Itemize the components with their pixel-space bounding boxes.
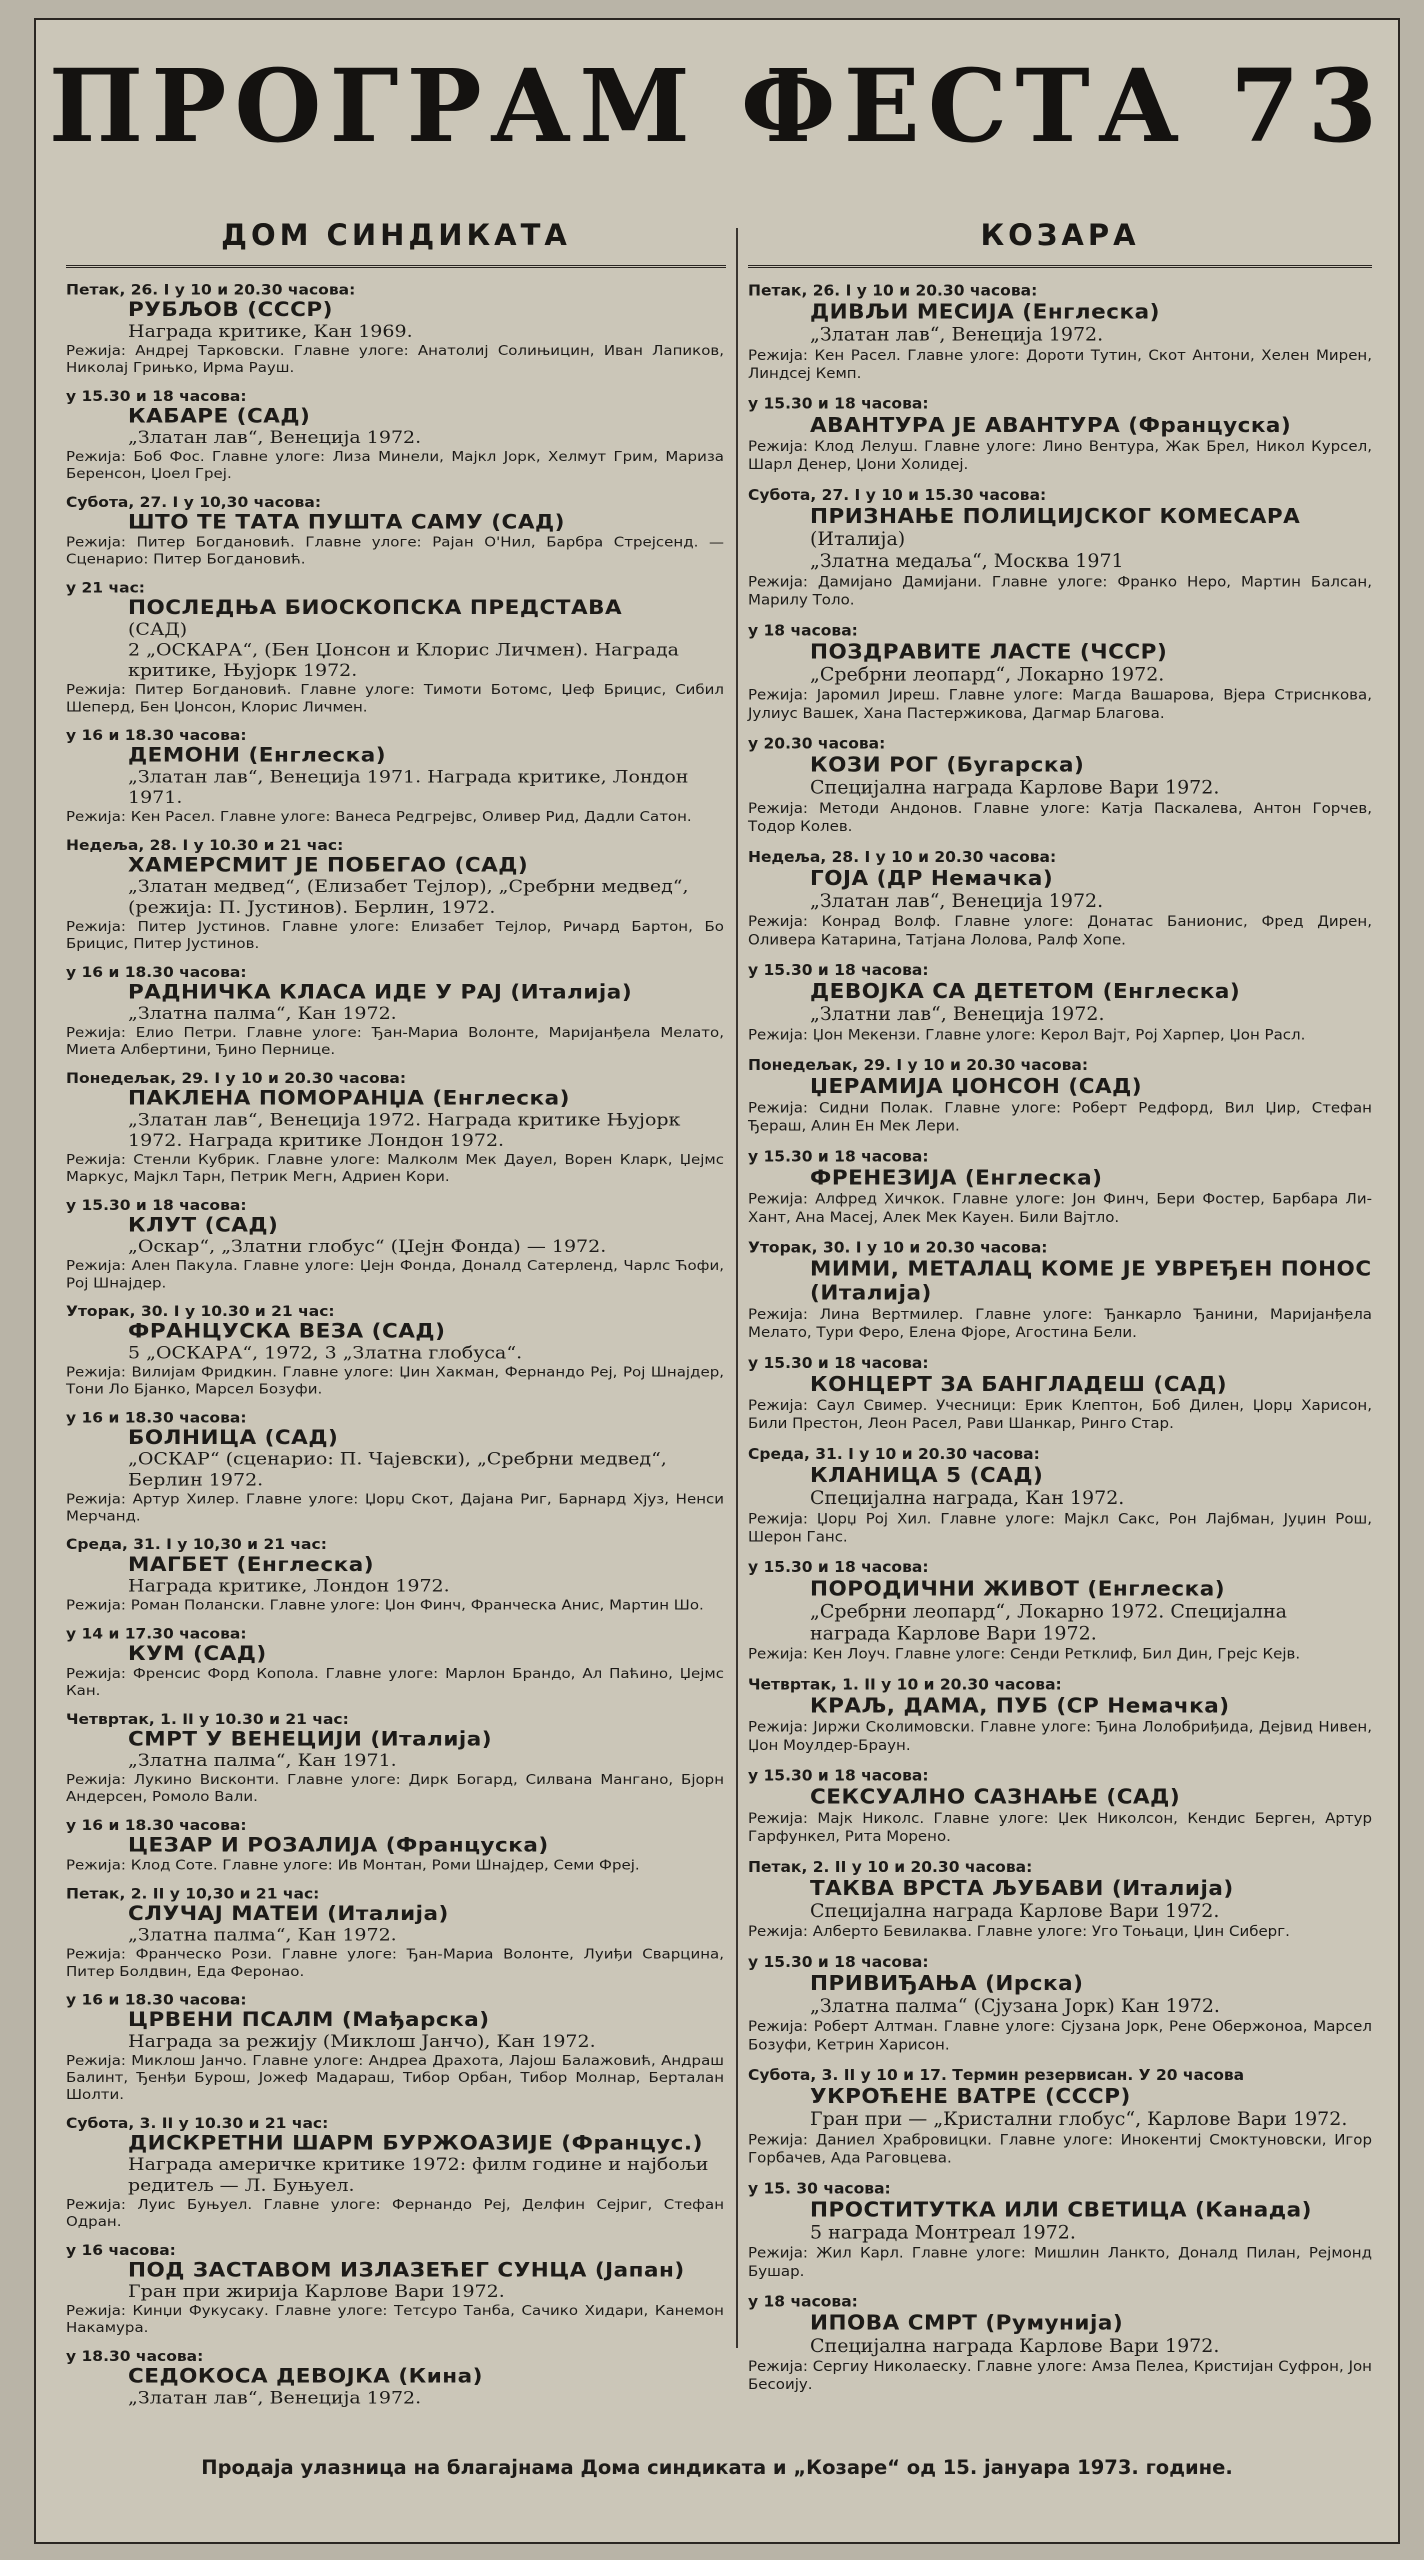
film-title: КАБАРЕ (САД) <box>128 405 311 428</box>
screening-time: у 16 и 18.30 часова: <box>66 1992 247 2009</box>
film-title: ФРЕНЕЗИЈА (Енглеска) <box>810 1166 1103 1191</box>
spacer <box>66 2337 724 2349</box>
screening-time: у 20.30 часова: <box>748 735 886 753</box>
film-title: ДИВЉИ МЕСИЈА (Енглеска) <box>810 300 1160 325</box>
film-credits: Режија: Жил Карл. Главне улоге: Мишлин Ланкто, Доналд Пилан, Рејмонд Бушар. <box>748 2244 1372 2280</box>
film-title: ЏЕРАМИЈА ЏОНСОН (САД) <box>810 1074 1143 1099</box>
film-credits: Режија: Клод Лелуш. Главне улоге: Лино Вентура, Жак Брел, Никол Курсел, Шарл Денер, Џони Холидеј. <box>748 437 1372 474</box>
film-credits: Режија: Френсис Форд Копола. Главне улоге: Марлон Брандо, Ал Паћино, Џејмс Кан. <box>66 1665 724 1699</box>
film-credits: Режија: Питер Богдановић. Главне улоге: Рајан О'Нил, Барбра Стрејсенд. — Сценарио: Питер Богдановић. <box>66 534 724 568</box>
film-credits: Режија: Луис Буњуел. Главне улоге: Фернандо Реј, Делфин Сејриг, Стефан Одран. <box>66 2196 724 2230</box>
film-title: ЦРВЕНИ ПСАЛМ (Мађарска) <box>128 2009 490 2032</box>
film-title: КЛАНИЦА 5 (САД) <box>810 1463 1044 1488</box>
film-title: УКРОЋЕНЕ ВАТРЕ (СССР) <box>810 2084 1131 2109</box>
film-credits: Режија: Дамијано Дамијани. Главне улоге: Франко Неро, Мартин Балсан, Марилу Толо. <box>748 572 1372 609</box>
spacer <box>66 1980 724 1992</box>
newspaper-page <box>34 18 1400 2544</box>
film-title: ПАКЛЕНА ПОМОРАНЏА (Енглеска) <box>128 1087 570 1110</box>
film-credits: Режија: Сергиу Николаеску. Главне улоге: Амза Пелеа, Кристијан Суфрон, Јон Бесоију. <box>748 2357 1372 2394</box>
screening-time: у 15.30 и 18 часова: <box>66 1197 247 1214</box>
film-award: „Златна палма“, Кан 1972. <box>128 1925 397 1946</box>
screening-time: у 16 часова: <box>66 2242 176 2259</box>
screening-time: Недеља, 28. I у 10 и 20.30 часова: <box>748 848 1057 866</box>
spacer <box>66 483 724 495</box>
spacer <box>748 1846 1372 1858</box>
spacer <box>66 1874 724 1886</box>
film-credits: Режија: Методи Андонов. Главне улоге: Катја Паскалева, Антон Горчев, Тодор Колев. <box>748 799 1372 835</box>
film-credits: Режија: Кинџи Фукусаку. Главне улоге: Тетсуро Танба, Сачико Хидари, Канемон Накамура. <box>66 2302 724 2336</box>
spacer <box>66 377 724 389</box>
film-award: Специјална награда Карлове Вари 1972. <box>810 1900 1220 1922</box>
film-award: „Сребрни леопард“, Локарно 1972. Специјална награда Карлове Вари 1972. <box>810 1601 1287 1645</box>
page-title: ПРОГРАМ ФЕСТА 73 <box>48 47 1386 165</box>
film-award: „ОСКАР“ (сценарио: П. Чајевски), „Сребрни медвед“, Берлин 1972. <box>128 1449 667 1490</box>
program-column-right <box>748 282 1372 2394</box>
film-award: „Златна палма“ (Сјузана Јорк) Кан 1972. <box>810 1995 1220 2017</box>
film-award: 2 „ОСКАРА“, (Бен Џонсон и Клорис Личмен). Награда критике, Њујорк 1972. <box>128 640 679 681</box>
screening-time: у 14 и 17.30 часова: <box>66 1625 247 1642</box>
film-award: „Златан лав“, Венеција 1972. <box>128 2388 422 2408</box>
film-award: 5 награда Монтреал 1972. <box>810 2222 1076 2244</box>
film-award: Награда критике, Кан 1969. <box>128 321 413 342</box>
film-credits: Режија: Стенли Кубрик. Главне улоге: Малколм Мек Дауел, Ворен Кларк, Џејмс Маркус, Мајкл Тарн, Петрик Мегн, Адриен Кори. <box>66 1151 724 1185</box>
film-credits: Режија: Мајк Николс. Главне улоге: Џек Николсон, Кендис Берген, Артур Гарфункел, Рита Морено. <box>748 1809 1372 1845</box>
screening-time: Среда, 31. I у 10 и 20.30 часова: <box>748 1445 1040 1463</box>
screening-time: Петак, 26. I у 10 и 20.30 часова: <box>66 282 356 299</box>
film-credits: Режија: Роман Полански. Главне улоге: Џон Финч, Франческа Анис, Мартин Шо. <box>66 1596 704 1614</box>
film-title: ПРОСТИТУТКА ИЛИ СВЕТИЦА (Канада) <box>810 2198 1312 2223</box>
film-award: Гран при — „Кристални глобус“, Карлове Вари 1972. <box>810 2108 1348 2130</box>
spacer <box>748 609 1372 621</box>
screening-time: Петак, 2. II у 10 и 20.30 часова: <box>748 1858 1033 1876</box>
film-credits: Режија: Клод Соте. Главне улоге: Ив Монтан, Роми Шнајдер, Семи Фреј. <box>66 1857 640 1874</box>
film-award: „Златан лав“, Венеција 1972. <box>810 890 1104 912</box>
film-title: ТАКВА ВРСТА ЉУБАВИ (Италија) <box>810 1876 1234 1901</box>
film-title: ФРАНЦУСКА ВЕЗА (САД) <box>128 1320 446 1344</box>
film-award: „Златан медвед“, (Елизабет Тејлор), „Сребрни медвед“, (режија: П. Јустинов). Берлин, 1972. <box>128 876 689 918</box>
film-award: „Златна палма“, Кан 1971. <box>128 1750 397 1771</box>
screening-time: у 15.30 и 18 часова: <box>748 1354 929 1372</box>
film-award: „Златна палма“, Кан 1972. <box>128 1003 397 1024</box>
screening-time: у 15. 30 часова: <box>748 2179 891 2198</box>
film-award: Специјална награда, Кан 1972. <box>810 1487 1125 1509</box>
screening-time: Петак, 26. I у 10 и 20.30 часова: <box>748 282 1038 300</box>
screening-time: Субота, 27. I у 10,30 часова: <box>66 494 322 511</box>
screening-time: у 15.30 и 18 часова: <box>748 1558 929 1577</box>
film-credits: Режија: Џон Мекензи. Главне улоге: Керол Вајт, Рој Харпер, Џон Расл. <box>748 1026 1306 1044</box>
spacer <box>66 1700 724 1712</box>
film-credits: Режија: Џорџ Рој Хил. Главне улоге: Мајкл Сакс, Рон Лајбман, Јуџин Рош, Шерон Ганс. <box>748 1509 1372 1546</box>
spacer <box>66 953 724 965</box>
spacer <box>748 474 1372 486</box>
spacer <box>748 949 1372 961</box>
screening-time: у 16 и 18.30 часова: <box>66 727 247 744</box>
film-award: 5 „ОСКАРА“, 1972, 3 „Златна глобуса“. <box>128 1343 523 1363</box>
film-credits: Режија: Вилијам Фридкин. Главне улоге: Џин Хакман, Фернандо Реј, Рој Шнајдер, Тони Ло Бјанко, Марсел Бозуфи. <box>66 1363 724 1398</box>
screening-time: у 16 и 18.30 часова: <box>66 964 247 981</box>
film-title: ХАМЕРСМИТ ЈЕ ПОБЕГАО (САД) <box>128 854 529 877</box>
film-credits: Режија: Боб Фос. Главне улоге: Лиза Минели, Мајкл Јорк, Хелмут Грим, Мариза Беренсон, Џоел Греј. <box>66 448 724 482</box>
film-award: „Златни лав“, Венеција 1972. <box>810 1003 1105 1026</box>
spacer <box>748 1433 1372 1445</box>
film-title: СЛУЧАЈ МАТЕИ (Италија) <box>128 1902 449 1926</box>
spacer <box>748 2281 1372 2293</box>
screening-time: Субота, 3. II у 10 и 17. Термин резервисан. У 20 часова <box>748 2066 1245 2084</box>
spacer <box>66 1059 724 1071</box>
film-award: „Златан лав“, Венеција 1972. Награда критике Њујорк 1972. Награда критике Лондон 1972. <box>128 1110 681 1151</box>
film-credits: Режија: Франческо Рози. Главне улоге: Ђан-Мариа Волонте, Луиђи Сварцина, Питер Болдвин, Еда Феронао. <box>66 1946 724 1980</box>
film-credits: Режија: Јаромил Јиреш. Главне улоге: Магда Вашарова, Вјера Стриснкова, Јулиус Вашек, Хана Пастержикова, Дагмар Благова. <box>748 686 1372 722</box>
film-credits: Режија: Кен Лоуч. Главне улоге: Сенди Ретклиф, Бил Дин, Грејс Кејв. <box>748 1645 1301 1663</box>
spacer <box>748 1135 1372 1147</box>
film-award: Награда за режију (Миклош Јанчо), Кан 1972. <box>128 2031 596 2052</box>
film-credits: Режија: Кен Расел. Главне улоге: Дороти Тутин, Скот Антони, Хелен Мирен, Линдсеј Кемп. <box>748 346 1372 382</box>
film-award: „Оскар“, „Златни глобус“ (Џејн Фонда) — 1972. <box>128 1236 607 1257</box>
film-award: (Италија) <box>810 528 906 550</box>
film-title: ПОЗДРАВИТЕ ЛАСТЕ (ЧССР) <box>810 640 1168 665</box>
film-credits: Режија: Роберт Алтман. Главне улоге: Сјузана Јорк, Рене Обержоноа, Марсел Бозуфи, Кетрин Харисон. <box>748 2017 1372 2054</box>
film-award: Специјална награда Карлове Вари 1972. <box>810 777 1220 799</box>
screening-time: Недеља, 28. I у 10.30 и 21 час: <box>66 837 344 854</box>
screening-time: у 16 и 18.30 часова: <box>66 1409 247 1426</box>
screening-time: у 16 и 18.30 часова: <box>66 1817 247 1834</box>
film-credits: Режија: Питер Јустинов. Главне улоге: Елизабет Тејлор, Ричард Бартон, Бо Брицис, Питер Јустинов. <box>66 918 724 952</box>
screening-time: у 15.30 и 18 часова: <box>748 961 929 979</box>
spacer <box>748 836 1372 848</box>
film-award: „Златна медаља“, Москва 1971 <box>810 550 1124 572</box>
film-credits: Режија: Кен Расел. Главне улоге: Ванеса Редгрејвс, Оливер Рид, Дадли Сатон. <box>66 808 692 825</box>
screening-time: Четвртак, 1. II у 10 и 20.30 часова: <box>748 1675 1062 1694</box>
film-title: РУБЉОВ (СССР) <box>128 299 333 322</box>
film-award: „Златан лав“, Венеција 1972. <box>128 427 422 448</box>
film-credits: Режија: Алберто Бевилаква. Главне улоге: Уго Тоњаци, Џин Сиберг. <box>748 1922 1290 1940</box>
spacer <box>748 1755 1372 1767</box>
spacer <box>66 1614 724 1626</box>
screening-time: Понедељак, 29. I у 10 и 20.30 часова: <box>66 1070 407 1087</box>
spacer <box>66 2231 724 2243</box>
screening-time: у 18 часова: <box>748 621 858 640</box>
film-title: ДЕВОЈКА СА ДЕТЕТОМ (Енглеска) <box>810 979 1241 1004</box>
screening-time: у 18.30 часова: <box>66 2348 204 2365</box>
screening-time: Субота, 27. I у 10 и 15.30 часова: <box>748 486 1047 504</box>
film-title: АВАНТУРА ЈЕ АВАНТУРА (Француска) <box>810 413 1292 438</box>
spacer <box>748 1227 1372 1239</box>
film-title: ПРИЗНАЊЕ ПОЛИЦИЈСКОГ КОМЕСАРА <box>810 504 1301 529</box>
spacer <box>748 2167 1372 2179</box>
screening-time: у 15.30 и 18 часова: <box>748 395 929 413</box>
film-award: Награда америчке критике 1972: филм године и најбољи редитељ — Л. Буњуел. <box>128 2154 709 2196</box>
ticket-sales-note: Продаја улазница на благајнама Дома синдиката и „Козаре“ од 15. јануара 1973. године. <box>201 2456 1233 2479</box>
program-column-left <box>66 282 724 2409</box>
film-title: ПОРОДИЧНИ ЖИВОТ (Енглеска) <box>810 1577 1226 1602</box>
screening-time: Четвртак, 1. II у 10.30 и 21 час: <box>66 1711 349 1728</box>
film-award: Специјална награда Карлове Вари 1972. <box>810 2335 1220 2357</box>
spacer <box>66 2104 724 2116</box>
spacer <box>66 568 724 580</box>
film-credits: Режија: Сидни Полак. Главне улоге: Роберт Редфорд, Вил Џир, Стефан Ђераш, Алин Ен Мек Лери. <box>748 1098 1372 1135</box>
film-title: ПОД ЗАСТАВОМ ИЗЛАЗЕЋЕГ СУНЦА (Јапан) <box>128 2259 685 2282</box>
film-credits: Режија: Лина Вертмилер. Главне улоге: Ђанкарло Ђанини, Маријанђела Мелато, Тури Феро, Елена Фјоре, Агостина Бели. <box>748 1305 1372 1341</box>
screening-time: Уторак, 30. I у 10 и 20.30 часова: <box>748 1239 1048 1257</box>
film-award: „Златан лав“, Венеција 1971. Награда критике, Лондон 1971. <box>128 767 689 808</box>
spacer <box>748 383 1372 395</box>
screening-time: Понедељак, 29. I у 10 и 20.30 часова: <box>748 1056 1089 1074</box>
screening-time: у 15.30 и 18 часова: <box>748 1767 929 1785</box>
column-divider <box>736 228 738 2348</box>
spacer <box>66 826 724 838</box>
film-award: Гран при жирија Карлове Вари 1972. <box>128 2281 505 2302</box>
screening-time: у 15.30 и 18 часова: <box>66 388 247 405</box>
spacer <box>748 1342 1372 1354</box>
spacer <box>66 1398 724 1410</box>
film-title: ДЕМОНИ (Енглеска) <box>128 744 387 768</box>
film-credits: Режија: Ален Пакула. Главне улоге: Џејн Фонда, Доналд Сатерленд, Чарлс Ћофи, Рој Шнајдер. <box>66 1257 724 1291</box>
film-title: КОЗИ РОГ (Бугарска) <box>810 753 1085 778</box>
spacer <box>748 1044 1372 1056</box>
spacer <box>748 1663 1372 1675</box>
film-title: ДИСКРЕТНИ ШАРМ БУРЖОАЗИЈЕ (Францус.) <box>128 2132 703 2155</box>
spacer <box>748 1546 1372 1558</box>
screening-time: Среда, 31. I у 10,30 и 21 час: <box>66 1536 327 1553</box>
screening-time: Уторак, 30. I у 10.30 и 21 час: <box>66 1303 335 1320</box>
film-title: КРАЉ, ДАМА, ПУБ (СР Немачка) <box>810 1694 1230 1719</box>
spacer <box>748 2054 1372 2066</box>
film-credits: Режија: Конрад Волф. Главне улоге: Донатас Банионис, Фред Дирен, Оливера Катарина, Татјана Лолова, Ралф Хопе. <box>748 912 1372 949</box>
film-title: ПРИВИЂАЊА (Ирска) <box>810 1971 1084 1996</box>
film-credits: Режија: Артур Хилер. Главне улоге: Џорџ Скот, Дајана Риг, Барнард Хјуз, Ненси Мерчанд. <box>66 1490 724 1524</box>
spacer <box>66 1292 724 1304</box>
film-title: РАДНИЧКА КЛАСА ИДЕ У РАЈ (Италија) <box>128 981 633 1004</box>
venue-heading-right: КОЗАРА <box>748 218 1372 268</box>
film-title: МИМИ, МЕТАЛАЦ КОМЕ ЈЕ УВРЕЂЕН ПОНОС (Италија) <box>810 1257 1372 1306</box>
screening-time: у 15.30 и 18 часова: <box>748 1147 929 1166</box>
screening-time: Петак, 2. II у 10,30 и 21 час: <box>66 1885 320 1902</box>
film-credits: Режија: Миклош Јанчо. Главне улоге: Андреа Драхота, Лајош Балажовић, Андраш Балинт, Ђенђи Бурош, Јожеф Мадараш, Тибор Орбан, Тибор Молнар, Берталан Шолти. <box>66 2052 724 2103</box>
spacer <box>748 723 1372 735</box>
film-title: ЦЕЗАР И РОЗАЛИЈА (Француска) <box>128 1834 549 1857</box>
film-award: „Златан лав“, Венеција 1972. <box>810 324 1104 346</box>
film-title: КОНЦЕРТ ЗА БАНГЛАДЕШ (САД) <box>810 1372 1228 1397</box>
film-award: Награда критике, Лондон 1972. <box>128 1576 450 1596</box>
film-title: КУМ (САД) <box>128 1642 267 1666</box>
spacer <box>66 716 724 728</box>
film-title: СЕДОКОСА ДЕВОЈКА (Кина) <box>128 2365 483 2388</box>
spacer <box>66 1525 724 1537</box>
film-title: СЕКСУАЛНО САЗНАЊЕ (САД) <box>810 1785 1181 1810</box>
screening-time: у 21 час: <box>66 579 145 597</box>
film-credits: Режија: Лукино Висконти. Главне улоге: Дирк Богард, Силвана Мангано, Бјорн Андерсен, Ромоло Вали. <box>66 1771 724 1805</box>
film-award: „Сребрни леопард“, Локарно 1972. <box>810 664 1165 686</box>
screening-time: у 18 часова: <box>748 2293 858 2311</box>
film-title: ПОСЛЕДЊА БИОСКОПСКА ПРЕДСТАВА <box>128 597 623 620</box>
film-credits: Режија: Питер Богдановић. Главне улоге: Тимоти Ботомс, Џеф Брицис, Сибил Шеперд, Бен Џонсон, Клорис Личмен. <box>66 681 724 715</box>
spacer <box>748 1941 1372 1953</box>
film-title: ИПОВА СМРТ (Румунија) <box>810 2311 1124 2336</box>
spacer <box>66 1186 724 1198</box>
film-title: ГОЈА (ДР Немачка) <box>810 866 1054 891</box>
film-credits: Режија: Јиржи Сколимовски. Главне улоге: Ђина Лолобриђида, Дејвид Нивен, Џон Моулдер-Браун. <box>748 1718 1372 1754</box>
film-title: СМРТ У ВЕНЕЦИЈИ (Италија) <box>128 1728 493 1751</box>
film-credits: Режија: Даниел Храбровицки. Главне улоге: Инокентиј Смоктуновски, Игор Горбачев, Ада Раговцева. <box>748 2130 1372 2167</box>
film-title: КЛУТ (САД) <box>128 1214 279 1237</box>
film-credits: Режија: Алфред Хичкок. Главне улоге: Јон Финч, Бери Фостер, Барбара Ли-Хант, Ана Масеј, Алек Мек Кауен. Били Вајтло. <box>748 1190 1372 1226</box>
film-title: МАГБЕТ (Енглеска) <box>128 1553 375 1577</box>
film-credits: Режија: Елио Петри. Главне улоге: Ђан-Мариа Волонте, Маријанђела Мелато, Миета Албертини, Ђино Пернице. <box>66 1024 724 1058</box>
film-title: ШТО ТЕ ТАТА ПУШТА САМУ (САД) <box>128 511 565 534</box>
film-credits: Режија: Андреј Тарковски. Главне улоге: Анатолиј Солињицин, Иван Лапиков, Николај Грињко, Ирма Рауш. <box>66 342 724 376</box>
film-title: БОЛНИЦА (САД) <box>128 1426 339 1450</box>
spacer <box>66 1806 724 1818</box>
venue-heading-left: ДОМ СИНДИКАТА <box>66 218 726 268</box>
screening-time: у 15.30 и 18 часова: <box>748 1953 929 1971</box>
screening-time: Субота, 3. II у 10.30 и 21 час: <box>66 2115 329 2132</box>
film-award: (САД) <box>128 619 188 640</box>
film-credits: Режија: Саул Свимер. Учесници: Ерик Клептон, Боб Дилен, Џорџ Харисон, Били Престон, Леон Расел, Рави Шанкар, Ринго Стар. <box>748 1396 1372 1433</box>
